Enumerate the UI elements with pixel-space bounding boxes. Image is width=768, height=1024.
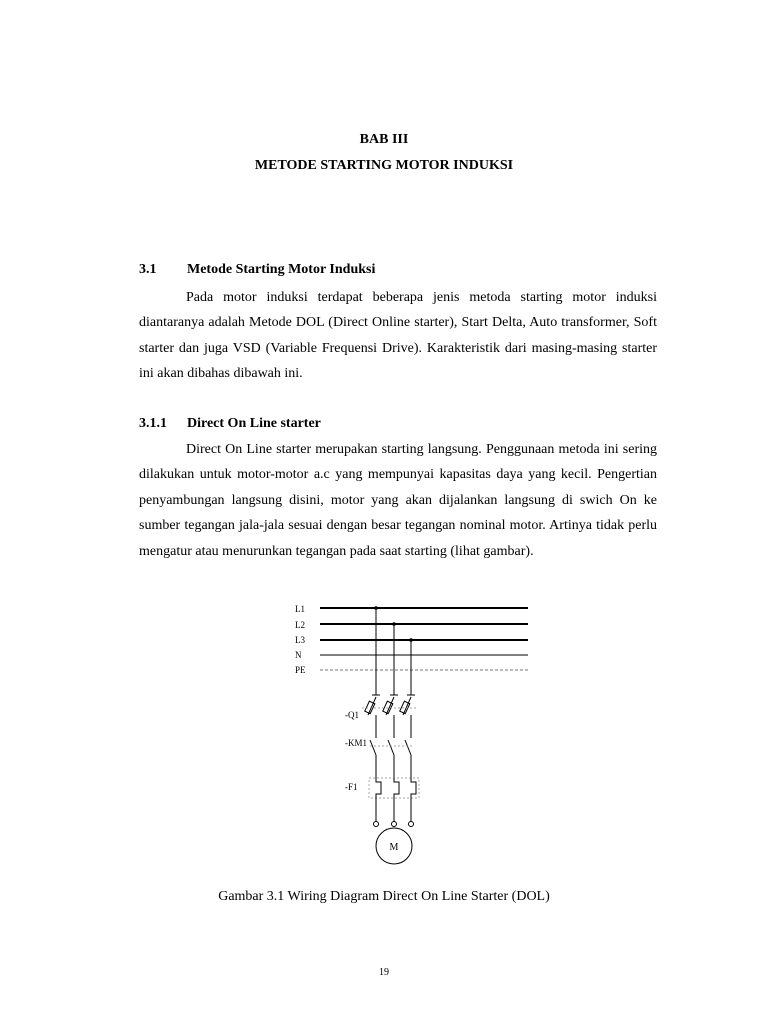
chapter-number: BAB III <box>359 132 409 147</box>
motor-label: M <box>389 842 399 853</box>
subsection-number: 3.1.1 <box>139 416 167 431</box>
km1-label: -KM1 <box>345 738 367 748</box>
section-paragraph: Pada motor induksi terdapat beberapa jenis metoda starting motor induksi diantaranya adalah Metode DOL (Direct Online starter), Start Delta, Auto transformer, Soft starter dan juga VSD (Variable Frequensi Drive). Karakteristik dari masing-masing starter ini akan dibahas dibawah ini. <box>139 290 657 382</box>
motor-terminal <box>409 822 414 827</box>
chapter-title: METODE STARTING MOTOR INDUKSI <box>254 158 514 173</box>
bus-label-l3: L3 <box>295 635 305 645</box>
figure-caption: Gambar 3.1 Wiring Diagram Direct On Line Starter (DOL) <box>218 889 550 904</box>
motor-terminal <box>374 822 379 827</box>
motor-terminal <box>392 822 397 827</box>
subsection-title: Direct On Line starter <box>187 416 321 431</box>
page-number: 19 <box>379 967 389 978</box>
dol-wiring-diagram <box>290 600 540 865</box>
q1-label: -Q1 <box>345 710 359 720</box>
km1-contactor <box>370 725 411 778</box>
f1-overload-relay <box>376 778 416 822</box>
section-number: 3.1 <box>139 262 157 277</box>
f1-label: -F1 <box>345 782 358 792</box>
bus-label-l1: L1 <box>295 604 305 614</box>
bus-label-l2: L2 <box>295 620 305 630</box>
bus-label-n: N <box>295 650 302 660</box>
q1-fuse-switch <box>365 695 415 725</box>
section-title: Metode Starting Motor Induksi <box>187 262 376 277</box>
subsection-paragraph: Direct On Line starter merupakan starting langsung. Penggunaan metoda ini sering dilakukan untuk motor-motor a.c yang mempunyai kapasitas daya yang kecil. Pengertian penyambungan langsung disini, motor yang akan dijalankan langsung di swich On ke sumber tegangan jala-jala sesuai dengan besar tegangan nominal motor. Artinya tidak perlu mengatur atau menurunkan tegangan pada saat starting (lihat gambar). <box>139 442 657 559</box>
bus-label-pe: PE <box>295 665 306 675</box>
